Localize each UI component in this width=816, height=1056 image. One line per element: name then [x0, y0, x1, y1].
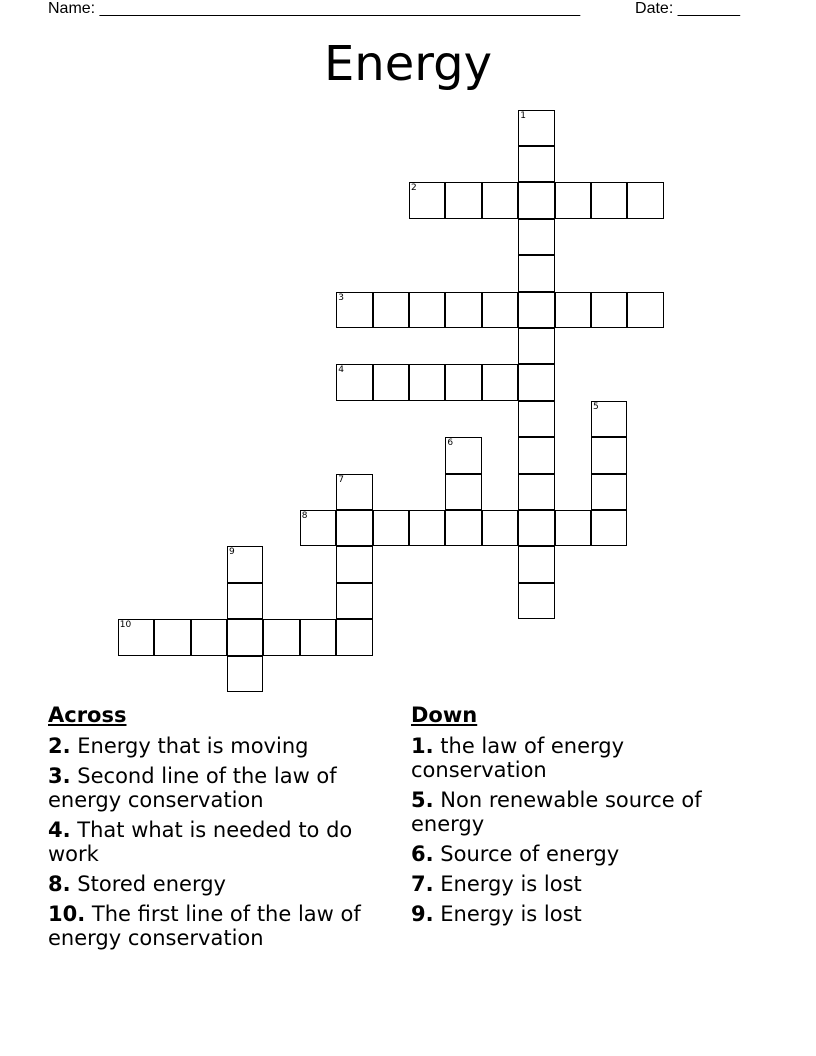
down-clues [411, 702, 741, 932]
crossword-cell[interactable] [518, 510, 554, 546]
clue-number: 3. [48, 764, 71, 788]
crossword-cell[interactable] [373, 364, 409, 400]
crossword-cell[interactable] [591, 401, 627, 437]
page-title: Energy [323, 36, 493, 92]
clue-text: Source of energy [440, 842, 620, 866]
cell-number: 9 [229, 547, 235, 558]
name-field[interactable]: Name: ______________________________________________________ [48, 0, 581, 17]
crossword-cell[interactable] [336, 546, 372, 582]
clue-text: Non renewable source of energy [411, 788, 702, 836]
cell-number: 6 [447, 438, 454, 449]
clue-number: 1. [411, 734, 434, 758]
cell-number: 2 [411, 183, 417, 194]
cell-number: 1 [520, 110, 526, 121]
cell-number: 10 [119, 620, 132, 631]
crossword-cell[interactable] [409, 510, 445, 546]
clue-text: That what is needed to do work [48, 818, 353, 866]
crossword-cell[interactable] [555, 292, 591, 328]
crossword-cell[interactable] [555, 182, 591, 218]
clue-down-6 [411, 842, 741, 866]
clue-across-3 [48, 764, 378, 812]
clue-down-5 [411, 788, 741, 836]
cell-number: 7 [338, 474, 344, 485]
crossword-cell[interactable] [482, 364, 518, 400]
crossword-cell[interactable] [518, 437, 554, 473]
across-clues [48, 702, 378, 956]
crossword-cell[interactable] [445, 474, 481, 510]
crossword-cell[interactable] [409, 182, 445, 218]
clue-number: 2. [48, 734, 71, 758]
cell-number: 5 [593, 401, 599, 412]
date-field[interactable]: Date: _______ [635, 0, 740, 17]
across-heading: Across [48, 703, 127, 727]
crossword-cell[interactable] [518, 328, 554, 364]
clue-number: 8. [48, 872, 71, 896]
crossword-cell[interactable] [336, 292, 372, 328]
crossword-cell[interactable] [227, 619, 263, 655]
crossword-cell[interactable] [336, 510, 372, 546]
crossword-cell[interactable] [482, 182, 518, 218]
crossword-cell[interactable] [118, 619, 154, 655]
clue-text: The first line of the law of energy conservation [48, 902, 361, 950]
crossword-cell[interactable] [445, 364, 481, 400]
crossword-cell[interactable] [518, 364, 554, 400]
crossword-cell[interactable] [555, 510, 591, 546]
crossword-cell[interactable] [336, 583, 372, 619]
crossword-cell[interactable] [263, 619, 299, 655]
crossword-cell[interactable] [191, 619, 227, 655]
crossword-cell[interactable] [300, 619, 336, 655]
cell-number: 8 [301, 511, 308, 521]
crossword-cell[interactable] [591, 510, 627, 546]
crossword-cell[interactable] [336, 474, 372, 510]
crossword-cell[interactable] [518, 219, 554, 255]
down-heading: Down [411, 703, 478, 727]
clue-across-8 [48, 872, 378, 896]
crossword-cell[interactable] [627, 292, 663, 328]
crossword-cell[interactable] [482, 510, 518, 546]
crossword-cell[interactable] [227, 583, 263, 619]
crossword-cell[interactable] [336, 619, 372, 655]
crossword-cell[interactable] [445, 182, 481, 218]
crossword-cell[interactable] [627, 182, 663, 218]
clue-number: 6. [411, 842, 434, 866]
clue-number: 9. [411, 902, 434, 926]
clue-number: 10. [48, 902, 86, 926]
cell-number: 4 [338, 365, 344, 376]
clue-text: Energy is lost [440, 872, 582, 896]
crossword-cell[interactable] [336, 364, 372, 400]
crossword-cell[interactable] [591, 437, 627, 473]
crossword-cell[interactable] [482, 292, 518, 328]
crossword-cell[interactable] [409, 364, 445, 400]
crossword-cell[interactable] [518, 546, 554, 582]
clue-across-2 [48, 734, 378, 758]
clue-text: Energy that is moving [77, 734, 309, 758]
crossword-cell[interactable] [445, 437, 481, 473]
clue-number: 4. [48, 818, 71, 842]
clue-text: Second line of the law of energy conservation [48, 764, 337, 812]
crossword-cell[interactable] [445, 510, 481, 546]
cell-number: 3 [338, 292, 344, 303]
clue-down-1 [411, 734, 741, 782]
crossword-cell[interactable] [409, 292, 445, 328]
clue-across-10 [48, 902, 378, 950]
clue-text: Stored energy [77, 872, 226, 896]
clue-across-4 [48, 818, 378, 866]
crossword-cell[interactable] [518, 182, 554, 218]
clue-down-7 [411, 872, 741, 896]
crossword-cell[interactable] [300, 510, 336, 546]
crossword-cell[interactable] [518, 292, 554, 328]
clue-number: 5. [411, 788, 434, 812]
crossword-cell[interactable] [591, 182, 627, 218]
clue-text: the law of energy conservation [411, 734, 625, 782]
clue-number: 7. [411, 872, 434, 896]
crossword-cell[interactable] [227, 656, 263, 692]
clue-down-9 [411, 902, 741, 926]
crossword-cell[interactable] [591, 292, 627, 328]
crossword-cell[interactable] [518, 583, 554, 619]
crossword-cell[interactable] [591, 474, 627, 510]
clue-text: Energy is lost [440, 902, 582, 926]
crossword-cell[interactable] [373, 510, 409, 546]
crossword-cell[interactable] [518, 401, 554, 437]
crossword-cell[interactable] [154, 619, 190, 655]
crossword-cell[interactable] [373, 292, 409, 328]
crossword-cell[interactable] [518, 474, 554, 510]
crossword-cell[interactable] [518, 255, 554, 291]
crossword-cell[interactable] [445, 292, 481, 328]
crossword-cell[interactable] [518, 146, 554, 182]
crossword-cell[interactable] [518, 110, 554, 146]
crossword-cell[interactable] [227, 546, 263, 582]
